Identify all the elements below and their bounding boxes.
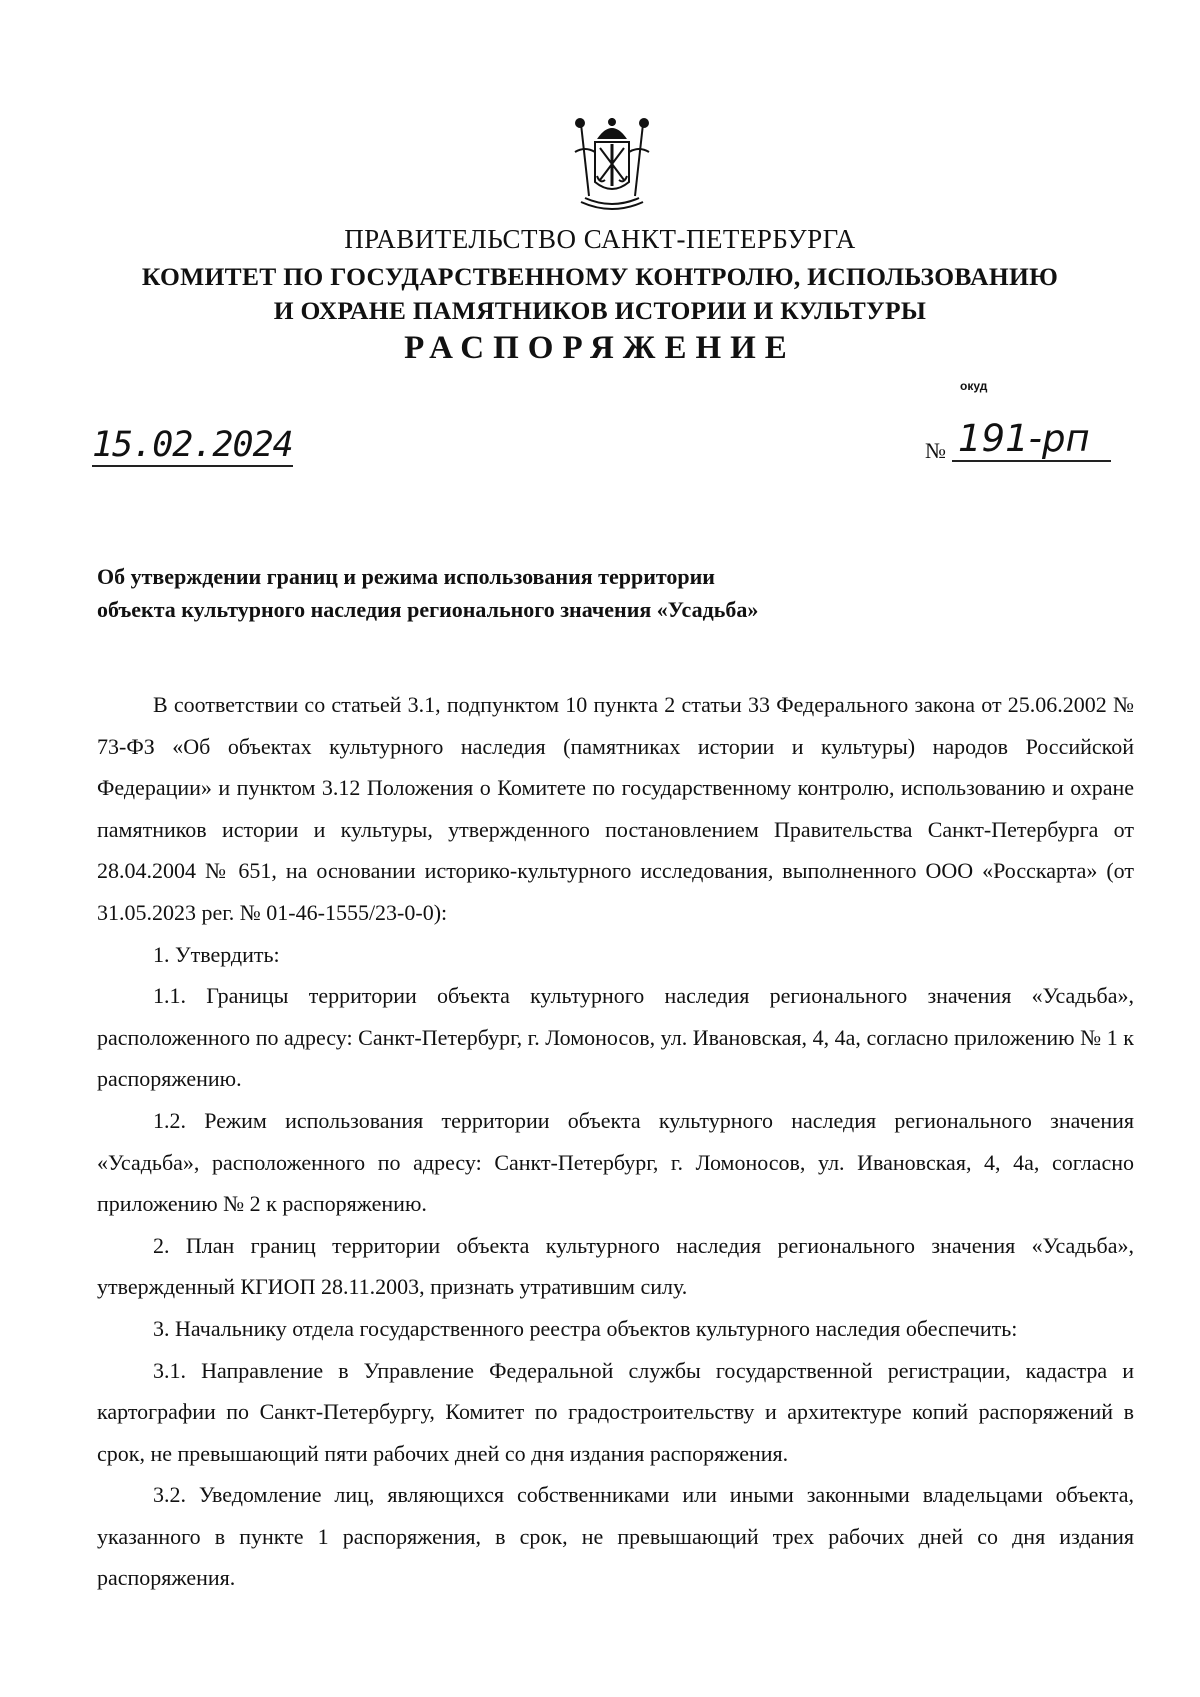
clause-1: 1. Утвердить: [153,941,280,967]
clause-1-2: 1.2. Режим использования территории объекта культурного наследия регионального значения «Усадьба», расположенного по адресу: Санкт-Петербург, г. Ломоносов, ул. Ивановская, 4, 4а, согласно приложению № 2 к распоряжению. [97,1107,1134,1217]
clause-3-1: 3.1. Направление в Управление Федеральной службы государственной регистрации, кадастра и картографии по Санкт-Петербургу, Комитет по градостроительству и архитектуре копий распоряжений в срок, не превышающий пяти рабочих дней со дня издания распоряжения. [97,1357,1134,1466]
subject-line: объекта культурного наследия регионального значения «Усадьба» [97,597,759,622]
coat-of-arms-icon [567,116,657,216]
clause-2: 2. План границ территории объекта культурного наследия регионального значения «Усадьба», утвержденный КГИОП 28.11.2003, признать утратившим силу. [97,1232,1134,1300]
clause-1-1: 1.1. Границы территории объекта культурного наследия регионального значения «Усадьба», расположенного по адресу: Санкт-Петербург, г. Ломоносов, ул. Ивановская, 4, 4а, согласно приложению № 1 к распоряжению. [97,983,1134,1092]
document-body [97,684,1134,1599]
subject-line: Об утверждении границ и режима использования территории [97,564,715,589]
committee-title-line: И ОХРАНЕ ПАМЯТНИКОВ ИСТОРИИ И КУЛЬТУРЫ [273,296,927,325]
clause-3-2: 3.2. Уведомление лиц, являющихся собственниками или иными законными владельцами объекта, указанного в пункте 1 распоряжения, в срок, не превышающий трех рабочих дней со дня издания распоряжения. [97,1482,1134,1591]
subject-heading [97,560,758,626]
handwritten-number: 191-рп [952,418,1111,462]
okud-label: окуд [960,379,988,393]
handwritten-date: 15.02.2024 [92,425,293,465]
clause-3: 3. Начальнику отдела государственного реестра объектов культурного наследия обеспечить: [153,1315,1018,1341]
government-title: ПРАВИТЕЛЬСТВО САНКТ-ПЕТЕРБУРГА [344,224,856,254]
document-type-title: РАСПОРЯЖЕНИЕ [404,330,796,366]
committee-title-line: КОМИТЕТ ПО ГОСУДАРСТВЕННОМУ КОНТРОЛЮ, ИСПОЛЬЗОВАНИЮ [141,262,1059,291]
preamble-paragraph: В соответствии со статьей 3.1, подпунктом 10 пункта 2 статьи 33 Федерального закона от 25.06.2002 № 73-ФЗ «Об объектах культурного наследия (памятниках истории и культуры) народов Российской Федерации» и пунктом 3.12 Положения о Комитете по государственному контролю, использованию и охране памятников истории и культуры, утвержденного постановлением Правительства Санкт-Петербурга от 28.04.2004 № 651, на основании историко-культурного исследования, выполненного ООО «Росскарта» (от 31.05.2023 рег. № 01-46-1555/23-0-0): [97,692,1134,925]
committee-title [0,260,1200,328]
number-sign: № [925,438,946,463]
